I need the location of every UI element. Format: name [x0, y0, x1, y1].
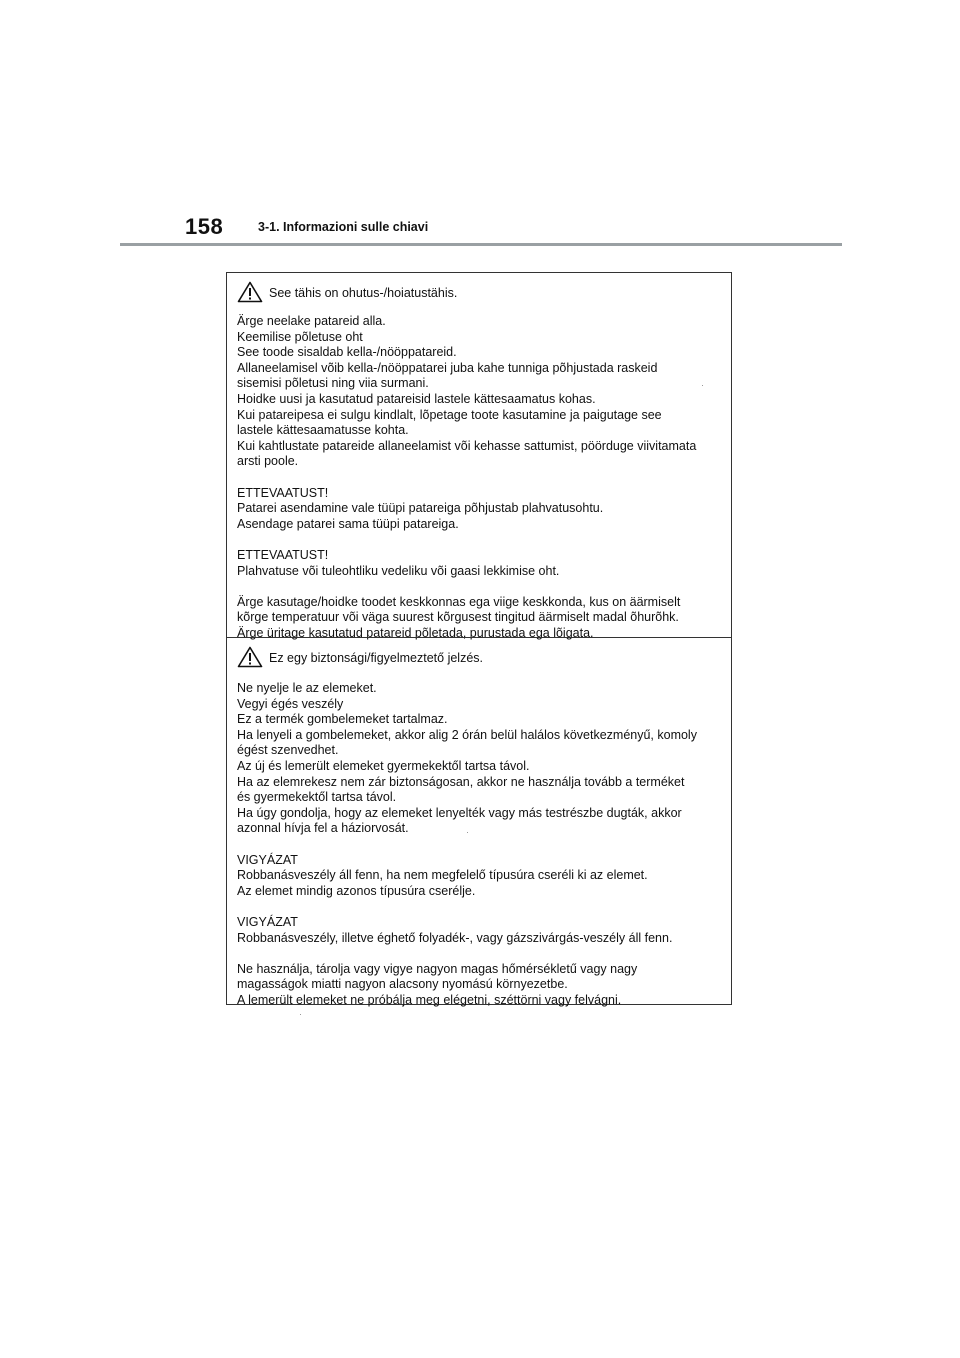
- text-line: Ha lenyeli a gombelemeket, akkor alig 2 órán belül halálos következményű, komoly: [237, 727, 697, 742]
- text-line: VIGYÁZAT: [237, 914, 298, 929]
- text-line: égést szenvedhet.: [237, 743, 339, 758]
- text-line: VIGYÁZAT: [237, 852, 298, 867]
- text-line: sisemisi põletusi ning viia surmani.: [237, 376, 429, 391]
- hungarian-paragraph: [237, 915, 721, 946]
- text-line: lastele kättesaamatusse kohta.: [237, 423, 409, 438]
- estonian-body-text: [237, 314, 721, 641]
- text-line: Keemilise põletuse oht: [237, 329, 363, 344]
- text-line: Ha az elemrekesz nem zár biztonságosan, akkor ne használja tovább a terméket: [237, 774, 685, 789]
- estonian-paragraph: [237, 548, 721, 579]
- text-line: Ne használja, tárolja vagy vigye nagyon magas hőmérsékletű vagy nagy: [237, 961, 638, 976]
- header-rule: [120, 243, 842, 246]
- text-line: Az elemet mindig azonos típusúra cserélje.: [237, 883, 476, 898]
- warning-triangle-icon: [237, 646, 263, 668]
- text-line: Kui kahtlustate patareide allaneelamist või kehasse sattumist, pöörduge viivitamata: [237, 438, 697, 453]
- scan-artifact-dot: [300, 1014, 301, 1015]
- text-line: A lemerült elemeket ne próbálja meg elégetni, széttörni vagy felvágni.: [237, 992, 622, 1007]
- text-line: azonnal hívja fel a háziorvosát.: [237, 821, 409, 836]
- scan-artifact-dot: [467, 832, 468, 833]
- scan-artifact-dot: [702, 385, 703, 386]
- text-line: Ärge neelake patareid alla.: [237, 314, 386, 328]
- estonian-paragraph: [237, 486, 721, 533]
- text-line: Ha úgy gondolja, hogy az elemeket lenyelték vagy más testrészbe dugták, akkor: [237, 805, 682, 820]
- text-line: Kui patareipesa ei sulgu kindlalt, lõpetage toote kasutamine ja paigutage see: [237, 407, 662, 422]
- text-line: és gyermekektől tartsa távol.: [237, 790, 397, 805]
- text-line: Ne nyelje le az elemeket.: [237, 681, 377, 695]
- warning-triangle-icon: [237, 281, 263, 303]
- text-line: Asendage patarei sama tüüpi patareiga.: [237, 516, 459, 531]
- hungarian-paragraph: [237, 853, 721, 900]
- text-line: Plahvatuse või tuleohtliku vedeliku või gaasi lekkimise oht.: [237, 563, 560, 578]
- hungarian-body-text: [237, 681, 721, 1008]
- hungarian-paragraph: [237, 681, 721, 837]
- hungarian-warning-panel: [227, 637, 731, 1007]
- text-line: Vegyi égés veszély: [237, 696, 344, 711]
- text-line: Ez a termék gombelemeket tartalmaz.: [237, 712, 448, 727]
- text-line: Hoidke uusi ja kasutatud patareisid lastele kättesaamatus kohas.: [237, 391, 596, 406]
- estonian-symbol-text: See tähis on ohutus-/hoiatustähis.: [269, 286, 458, 300]
- text-line: ETTEVAATUST!: [237, 547, 329, 562]
- text-line: ETTEVAATUST!: [237, 485, 329, 500]
- section-title: 3-1. Informazioni sulle chiavi: [258, 220, 429, 234]
- text-line: Robbanásveszély áll fenn, ha nem megfelelő típusúra cseréli ki az elemet.: [237, 868, 648, 883]
- text-line: See toode sisaldab kella-/nööppatareid.: [237, 345, 457, 360]
- text-line: Ärge üritage kasutatud patareid põletada, purustada ega lõigata.: [237, 625, 594, 640]
- text-line: magasságok miatti nagyon alacsony nyomású környezetbe.: [237, 977, 568, 992]
- text-line: Patarei asendamine vale tüüpi patareiga põhjustab plahvatusohtu.: [237, 501, 604, 516]
- estonian-warning-panel: [227, 273, 731, 640]
- hungarian-symbol-row: [237, 646, 483, 668]
- text-line: Robbanásveszély, illetve éghető folyadék-, vagy gázszivárgás-veszély áll fenn.: [237, 930, 673, 945]
- estonian-paragraph: [237, 595, 721, 642]
- text-line: Ärge kasutage/hoidke toodet keskkonnas ega viige keskkonda, kus on äärmiselt: [237, 594, 681, 609]
- battery-warning-box: [226, 272, 732, 1005]
- hungarian-symbol-text: Ez egy biztonsági/figyelmeztető jelzés.: [269, 651, 483, 665]
- hungarian-paragraph: [237, 962, 721, 1009]
- estonian-paragraph: [237, 314, 721, 470]
- text-line: arsti poole.: [237, 454, 299, 469]
- text-line: kõrge temperatuur või väga suurest kõrgusest tingitud äärmiselt madal õhurõhk.: [237, 610, 679, 625]
- page-number: 158: [185, 214, 224, 239]
- text-line: Az új és lemerült elemeket gyermekektől tartsa távol.: [237, 758, 530, 773]
- text-line: Allaneelamisel võib kella-/nööppatarei juba kahe tunniga põhjustada raskeid: [237, 360, 658, 375]
- estonian-symbol-row: [237, 281, 457, 303]
